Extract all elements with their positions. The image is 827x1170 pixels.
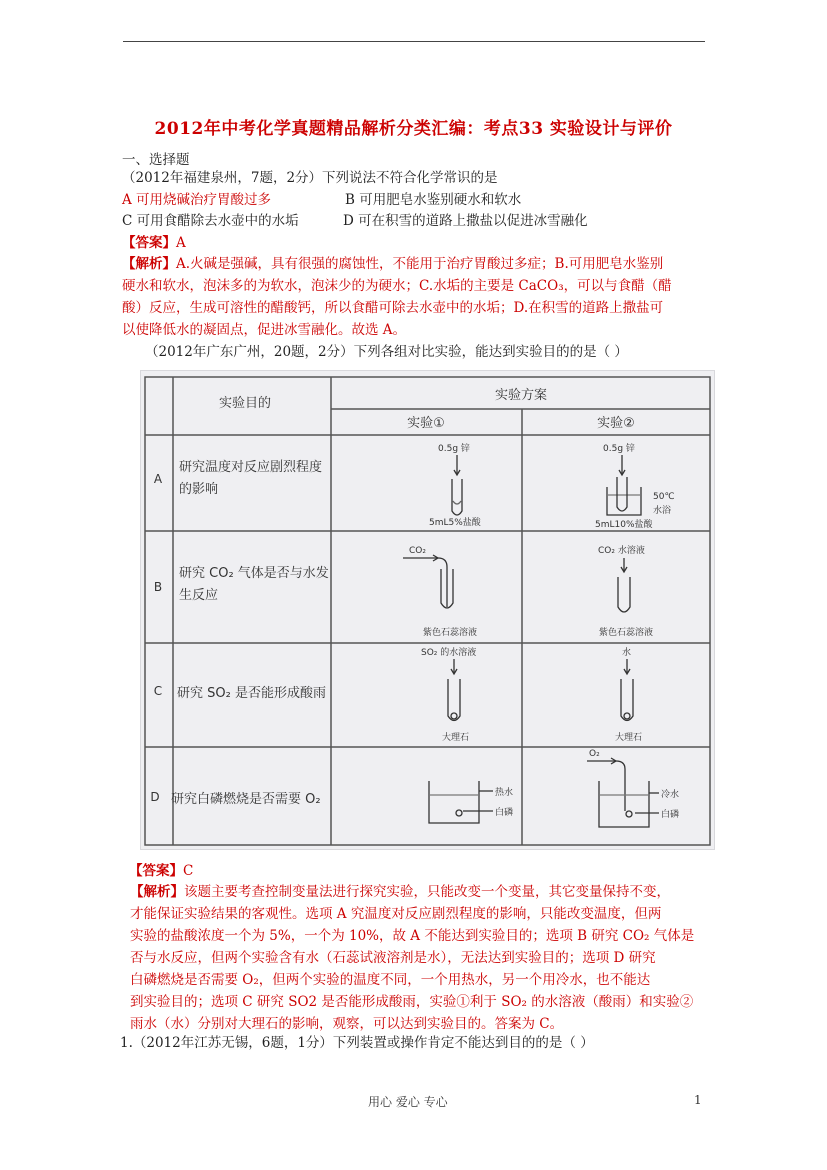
q1-option-b: B 可用肥皂水鉴别硬水和软水 (345, 192, 522, 208)
footer-motto: 用心 爱心 专心 (368, 1095, 448, 1109)
row-b-e2-top: CO₂ 水溶液 (598, 546, 645, 556)
analysis-line: 实验的盐酸浓度一个为 5%，一个为 10%，故 A 不能达到实验目的；选项 B 研究 CO₂ 气体是 (130, 928, 695, 944)
answer-tag: 【答案】 (122, 235, 176, 251)
analysis-tag: 【解析】 (122, 256, 176, 272)
row-d-e1-label2: 白磷 (495, 808, 514, 818)
analysis-line: 硬水和软水，泡沫多的为软水，泡沫少的为硬水；C.水垢的主要是 CaCO₃，可以与食醋（醋 (122, 278, 672, 294)
row-c-purpose: 研究 SO₂ 是否能形成酸雨 (177, 686, 326, 701)
row-d-e2-top: O₂ (589, 749, 600, 759)
row-a-e2-side1: 50℃ (653, 492, 675, 502)
row-b-e2-bottom: 紫色石蕊溶液 (599, 628, 654, 638)
analysis-line: 才能保证实验结果的客观性。选项 A 究温度对反应剧烈程度的影响，只能改变温度，但两 (130, 906, 662, 922)
row-a-purpose-l1: 研究温度对反应剧烈程度 (179, 460, 323, 475)
analysis-line: 否与水反应，但两个实验含有水（石蕊试液溶剂是水），无法达到实验目的；选项 D 研究 (130, 950, 656, 966)
section-heading: 一、选择题 (122, 152, 190, 168)
gas-tube-icon (403, 555, 453, 608)
row-a-e2-top: 0.5g 锌 (603, 444, 635, 454)
row-c-e2-top: 水 (622, 648, 632, 658)
row-d-e2-label1: 冷水 (661, 790, 680, 800)
q2-stem: （2012年广东广州，20题，2分）下列各组对比实验，能达到实验目的的是（ ） (145, 344, 628, 360)
test-tube-icon (621, 659, 633, 721)
experiment-table-photo (140, 370, 715, 850)
q1-answer (122, 233, 186, 253)
header-exp2: 实验② (597, 416, 635, 431)
analysis-line: 白磷燃烧是否需要 O₂，但两个实验的温度不同，一个用热水，另一个用冷水，也不能达 (130, 972, 651, 988)
row-a-e1-top: 0.5g 锌 (438, 444, 470, 454)
q1-stem: （2012年福建泉州，7题，2分）下列说法不符合化学常识的是 (122, 170, 498, 186)
analysis-line: A.火碱是强碱，具有很强的腐蚀性，不能用于治疗胃酸过多症；B.可用肥皂水鉴别 (176, 256, 664, 272)
row-letter-b: B (153, 580, 163, 594)
analysis-line: 酸）反应，生成可溶性的醋酸钙，所以食醋可除去水壶中的水垢；D.在积雪的道路上撒盐可 (122, 300, 664, 316)
answer-value: A (176, 235, 186, 251)
analysis-line: 雨水（水）分别对大理石的影响，观察，可以达到实验目的。答案为 C。 (130, 1016, 564, 1032)
q2-answer (129, 861, 193, 881)
q1-option-d: D 可在积雪的道路上撒盐以促进冰雪融化 (343, 213, 588, 229)
row-c-e1-top: SO₂ 的水溶液 (421, 648, 477, 658)
row-letter-d: D (150, 790, 160, 804)
answer-value: C (183, 863, 194, 879)
row-a-purpose-l2: 的影响 (179, 482, 219, 497)
test-tube-icon (448, 659, 460, 721)
test-tube-icon (452, 455, 462, 515)
row-letter-c: C (153, 684, 163, 698)
row-a-e2-side2: 水浴 (653, 506, 672, 516)
header-purpose: 实验目的 (218, 396, 272, 411)
analysis-tag: 【解析】 (130, 884, 184, 900)
row-d-e2-label2: 白磷 (661, 810, 680, 820)
header-rule (123, 41, 705, 42)
row-b-purpose-l2: 生反应 (179, 588, 219, 603)
header-plan: 实验方案 (494, 388, 548, 403)
row-d-e1-label1: 热水 (495, 788, 514, 798)
beaker-icon (429, 781, 493, 823)
row-d-purpose: 研究白磷燃烧是否需要 O₂ (171, 792, 321, 807)
q1-analysis (122, 253, 707, 341)
header-exp1: 实验① (407, 416, 445, 431)
test-tube-icon (618, 558, 630, 612)
row-c-e1-bottom: 大理石 (442, 733, 470, 743)
row-b-purpose-l1: 研究 CO₂ 气体是否与水发 (179, 566, 329, 581)
q1-option-c: C 可用食醋除去水壶中的水垢 (122, 213, 299, 229)
q2-analysis (130, 881, 715, 1035)
q3-stem: 1.（2012年江苏无锡，6题，1分）下列装置或操作肯定不能达到目的的是（ ） (120, 1035, 594, 1051)
analysis-line: 该题主要考查控制变量法进行探究实验，只能改变一个变量，其它变量保持不变， (184, 884, 670, 900)
page-title: 2012年中考化学真题精品解析分类汇编：考点33 实验设计与评价 (154, 119, 673, 139)
row-b-e1-top: CO₂ (409, 546, 426, 556)
beaker-water-bath-icon (607, 455, 641, 515)
analysis-line: 到实验目的；选项 C 研究 SO2 是否能形成酸雨，实验①利于 SO₂ 的水溶液（酸雨）和实验② (130, 994, 694, 1010)
q1-option-a: A 可用烧碱治疗胃酸过多 (122, 192, 272, 208)
beaker-gas-icon (587, 758, 659, 827)
row-a-e2-bottom: 5mL10%盐酸 (595, 520, 653, 530)
row-a-e1-bottom: 5mL5%盐酸 (429, 518, 481, 528)
row-b-e1-bottom: 紫色石蕊溶液 (423, 628, 478, 638)
row-c-e2-bottom: 大理石 (615, 733, 643, 743)
page-number: 1 (694, 1093, 702, 1107)
answer-tag: 【答案】 (129, 863, 183, 879)
row-letter-a: A (153, 472, 163, 486)
analysis-line: 以使降低水的凝固点，促进冰雪融化。故选 A。 (122, 322, 407, 338)
